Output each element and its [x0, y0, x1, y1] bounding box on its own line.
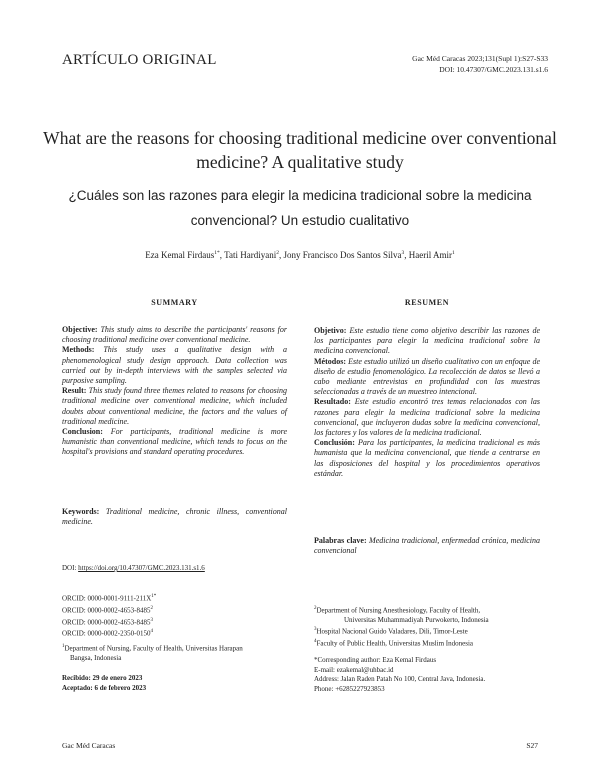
resumen-result-label: Resultado: — [314, 397, 351, 407]
resumen-conclusion-label: Conclusión: — [314, 438, 355, 448]
journal-reference — [412, 53, 548, 75]
resumen-conclusion: Para los participantes, la medicina tradicional es más humanista que la medicina convencional, que tiende a centrarse en las disposiciones del hospital y los procedimientos operativos estándar. — [314, 438, 540, 478]
summary-methods-label: Methods: — [62, 345, 95, 355]
summary-conclusion: For participants, traditional medicine is more humanistic than conventional medicine, which tends to focus on the hospital's provisions and standard operating procedures. — [62, 427, 288, 457]
doi-label: DOI: — [62, 564, 77, 572]
author-list: Eza Kemal Firdaus$^{1*}$, Tati Hardiyani$^2$, Jony Francisco Dos Santos Silva$^3$, Haeril Amir$^1$ — [145, 250, 455, 260]
journal-citation: Gac Méd Caracas 2023;131(Supl 1):S27-S33 — [412, 54, 548, 63]
journal-doi: DOI: 10.47307/GMC.2023.131.s1.6 — [439, 65, 548, 74]
resumen-methods: Este estudio utilizó un diseño cualitativo con un enfoque de diseño de estudio fenomenológico. La recolección de datos se llevó a cabo mediante entrevistas en profundidad con las muestras seleccionadas a través de un muestreo intencional. — [314, 356, 541, 397]
summary-objective: This study aims to describe the participants' reasons for choosing traditional medicine over conventional medicine. — [62, 325, 287, 345]
doi-line — [62, 564, 287, 574]
summary-keywords-text: Traditional medicine, chronic illness, conventional medicine. — [62, 507, 287, 527]
author-name: Eza Kemal Firdaus — [145, 250, 215, 260]
footer-page-number: S27 — [526, 741, 538, 750]
affiliation-left: $^1$Department of Nursing, Faculty of Health, Universitas Harapan Bangsa, Indonesia — [62, 644, 243, 662]
author-name: Jony Francisco Dos Santos Silva — [283, 250, 402, 260]
resumen-objective: Este estudio tiene como objetivo describir las razones de los participantes para elegir la medicina tradicional sobre la medicina convencional. — [314, 326, 540, 356]
resumen-objective-label: Objetivo: — [314, 326, 347, 335]
doi-link[interactable]: https://doi.org/10.47307/GMC.2023.131.s1.6 — [78, 564, 205, 572]
orcid-entry[interactable]: ORCID: 0000-0002-2350-0150$^4$ — [62, 629, 153, 638]
summary-result-label: Result: — [62, 386, 87, 396]
resumen-keywords-text: Medicina tradicional, enfermedad crónica, medicina convencional — [314, 536, 540, 556]
author-sup: 1 — [451, 250, 455, 256]
summary-methods: This study uses a qualitative design with a phenomenological study design approach. Data collection was carried out by in-depth interviews with the samples selected via purposive sampling. — [62, 345, 287, 386]
orcid-entry[interactable]: ORCID: $0000-0001-9111-211X^{1*}$ — [62, 594, 157, 603]
affiliation-item: $^2$Department of Nursing Anesthesiology, Faculty of Health, — [314, 606, 481, 615]
orcid-entry[interactable]: ORCID: 0000-0002-4653-8485$^3$ — [62, 617, 153, 626]
orcid-entry[interactable]: ORCID: 0000-0002-4653-8485$^2$ — [62, 605, 153, 615]
resumen-heading: RESUMEN — [404, 298, 450, 307]
affiliation-item: $^4$Faculty of Public Health, Universitas Muslim Indonesia — [314, 639, 474, 648]
author-sup: 3 — [401, 250, 405, 256]
affiliations-right: $^2$Department of Nursing Anesthesiology, Faculty of Health, Universitas Muhammadiyah Purwokerto, Indonesia $^3$Hospital Nacional Guido Valadares, Dili, Timor-Leste $^4$Faculty of Public Health, Universitas Muslim Indonesia — [314, 604, 540, 649]
summary-conclusion-label: Conclusion: — [62, 427, 103, 437]
corresponding-email[interactable]: E-mail: ezakemal@uhbac.id — [314, 665, 394, 674]
affiliation-item: $^3$Hospital Nacional Guido Valadares, Dili, Timor-Leste — [314, 627, 468, 636]
received-date: Recibido: 29 de enero 2023 — [62, 674, 143, 682]
author-name: Tati Hardiyani — [224, 250, 277, 260]
author-sup: 1* — [214, 250, 220, 256]
resumen-abstract — [314, 326, 540, 479]
summary-heading: SUMMARY — [151, 298, 198, 307]
summary-objective-label: Objective: — [62, 325, 98, 334]
correspondence — [314, 656, 540, 694]
corresponding-phone: Phone: +6285227923853 — [314, 684, 385, 693]
author-sup: 2 — [276, 250, 279, 256]
summary-abstract — [62, 325, 287, 458]
corresponding-address: Address: Jalan Raden Patah No 100, Central Java, Indonesia. — [314, 675, 486, 683]
resumen-methods-label: Métodos: — [314, 356, 346, 366]
accepted-date: Aceptado: 6 de febrero 2023 — [62, 684, 147, 692]
resumen-result: Este estudio encontró tres temas relacionados con las razones para elegir la medicina tradicional sobre la medicina convencional, que incluyeron dudas sobre la medicina convencional, los factores y los valores de la medicina tradicional. — [314, 397, 540, 438]
orcid-list — [62, 592, 287, 639]
article-dates — [62, 673, 287, 693]
summary-keywords-label: Keywords: — [62, 507, 100, 516]
summary-keywords — [62, 507, 287, 527]
article-title-en: What are the reasons for choosing traditional medicine over conventional medicine? A qualitative study — [43, 128, 557, 172]
resumen-keywords — [314, 536, 540, 556]
footer-journal: Gac Méd Caracas — [62, 741, 116, 750]
author-name: Haeril Amir — [408, 250, 452, 260]
resumen-keywords-label: Palabras clave: — [314, 536, 367, 545]
section-tag: ARTÍCULO ORIGINAL — [62, 52, 217, 68]
corresponding-author: *Corresponding author: Eza Kemal Firdaus — [314, 656, 437, 664]
article-title-es: ¿Cuáles son las razones para elegir la medicina tradicional sobre la medicina convencional? Un estudio cualitativo — [68, 188, 532, 228]
summary-result: This study found three themes related to reasons for choosing traditional medicine over conventional medicine, which included doubts about conventional medicine, the factors and the values of traditional medicine. — [62, 386, 288, 426]
